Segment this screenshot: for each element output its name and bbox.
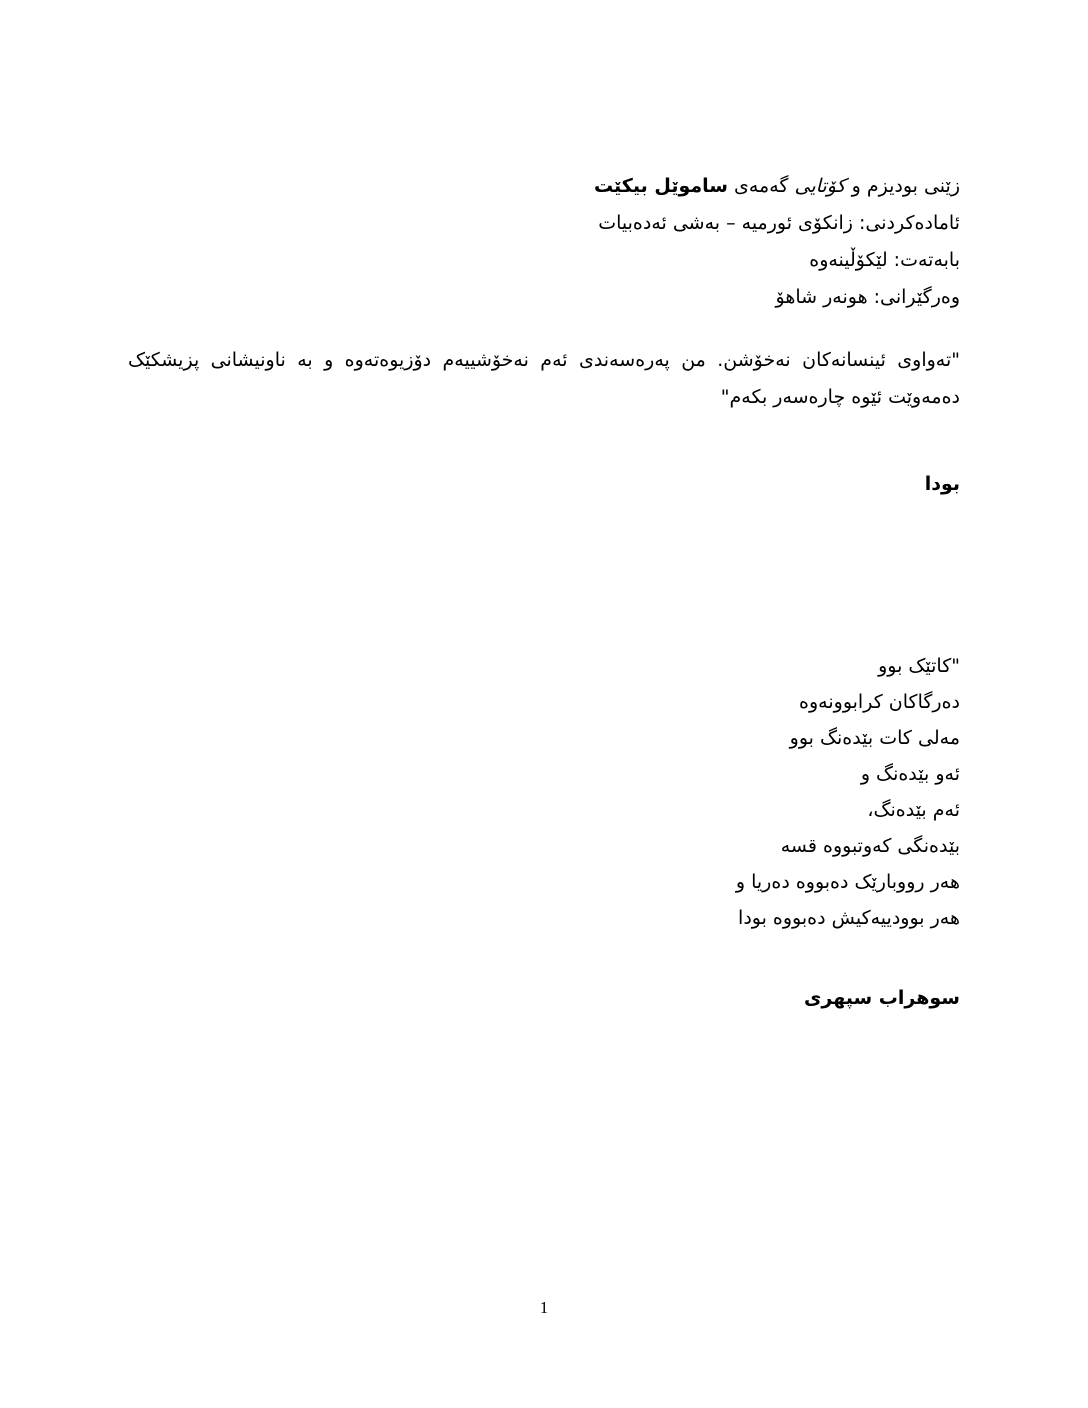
- quote-attribution: بودا: [924, 473, 960, 495]
- title-part-1: زێنی بودیزم و: [845, 175, 960, 197]
- poem-line: ئەم بێدەنگ،: [867, 799, 960, 821]
- poem-line: بێدەنگی کەوتبووە قسە: [780, 835, 960, 857]
- title-part-3: گەمەی: [727, 175, 795, 197]
- title-part-2: کۆتایی: [794, 175, 846, 197]
- poem-line: هەر بوودییەکیش دەبووە بودا: [738, 907, 960, 929]
- poem-line: هەر رووبارێک دەبووە دەریا و: [735, 871, 960, 893]
- poem-line: مەلی کات بێدەنگ بوو: [789, 727, 960, 749]
- poem-line: دەرگاکان کرابوونەوە: [799, 691, 960, 713]
- document-title: [594, 168, 960, 205]
- page-number: 1: [539, 1298, 549, 1317]
- poem: [736, 648, 960, 936]
- document-header: [594, 168, 960, 316]
- poem-attribution: سوهراب سپهری: [803, 987, 960, 1009]
- subject-line: بابەتەت: لێکۆڵینەوە: [809, 249, 960, 271]
- poem-line: "کاتێک بوو: [878, 655, 960, 677]
- title-author: ساموێل بیکێت: [593, 175, 728, 197]
- epigraph-quote: "تەواوی ئینسانەکان نەخۆشن. من پەرەسەندی ئەم نەخۆشییەم دۆزیوەتەوە و بە ناونیشانی پزیشکێک دەمەوێت ئێوە چارەسەر بکەم": [128, 349, 960, 408]
- translator-line: وەرگێرانی: هونەر شاهۆ: [775, 286, 960, 308]
- poem-line: ئەو بێدەنگ و: [860, 763, 960, 785]
- prepared-by-line: ئامادەکردنی: زانکۆی ئورمیە – بەشی ئەدەبیات: [598, 212, 960, 234]
